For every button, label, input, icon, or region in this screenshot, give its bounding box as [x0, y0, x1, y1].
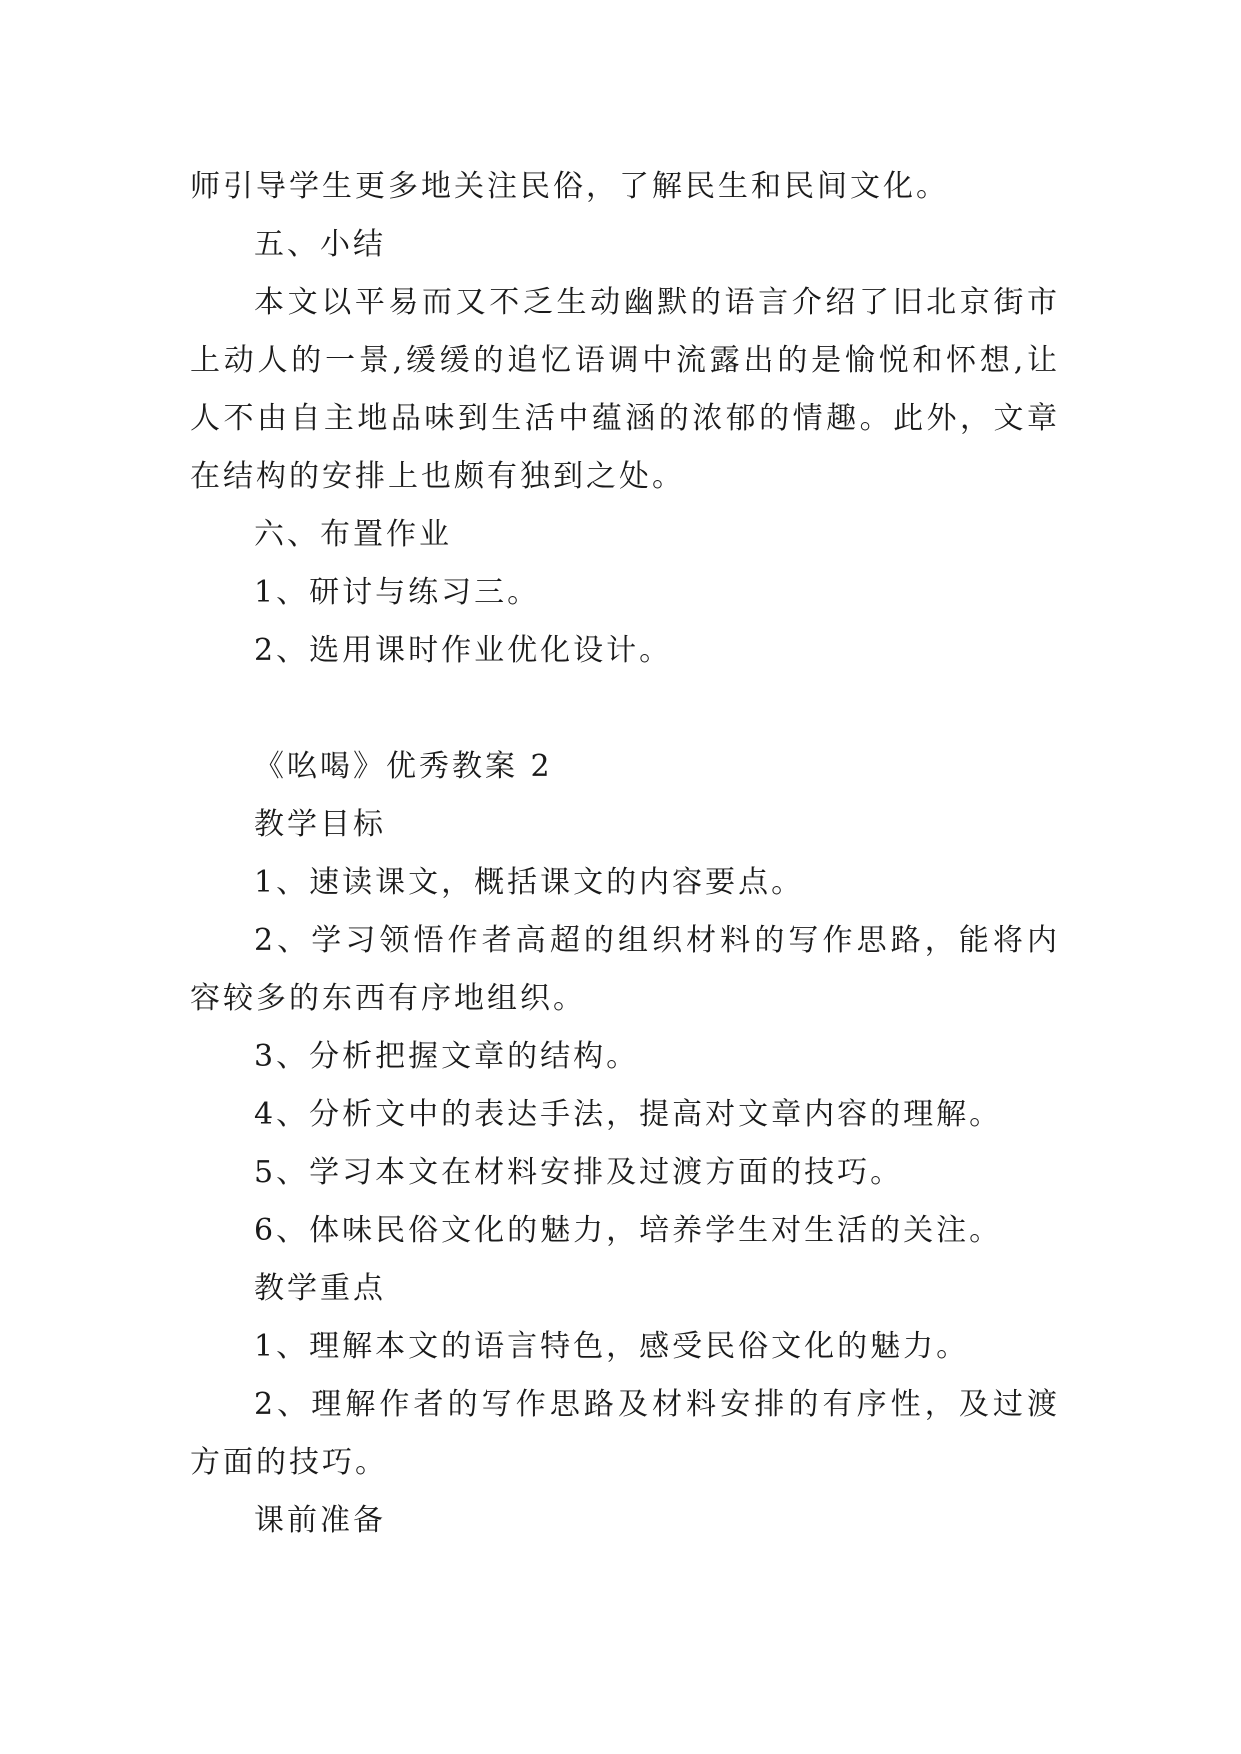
section-title: 《吆喝》优秀教案 2	[254, 749, 553, 784]
heading-preparation: 课前准备	[254, 1503, 386, 1538]
paragraph-summary-body: 本文以平易而又不乏生动幽默的语言介绍了旧北京街市上动人的一景,缓缓的追忆语调中流露出的是愉悦和怀想,让人不由自主地品味到生活中蕴涵的浓郁的情趣。此外，文章在结构的安排上也颇有独到之处。	[190, 285, 1060, 494]
heading-teaching-focus: 教学重点	[254, 1271, 386, 1306]
goal-item-5: 5、学习本文在材料安排及过渡方面的技巧。	[254, 1155, 904, 1190]
goal-item-4: 4、分析文中的表达手法，提高对文章内容的理解。	[254, 1097, 1003, 1132]
homework-item-2: 2、选用课时作业优化设计。	[254, 633, 673, 668]
goal-item-6: 6、体味民俗文化的魅力，培养学生对生活的关注。	[254, 1213, 1003, 1248]
goal-item-1: 1、速读课文，概括课文的内容要点。	[254, 865, 805, 900]
section-gap	[190, 680, 1060, 738]
document-body	[190, 158, 1060, 1550]
homework-item-1: 1、研讨与练习三。	[254, 575, 541, 610]
focus-item-1: 1、理解本文的语言特色，感受民俗文化的魅力。	[254, 1329, 970, 1364]
focus-item-2: 2、理解作者的写作思路及材料安排的有序性，及过渡方面的技巧。	[190, 1387, 1060, 1480]
paragraph-continuation: 师引导学生更多地关注民俗，了解民生和民间文化。	[190, 169, 949, 204]
heading-summary: 五、小结	[254, 227, 386, 262]
goal-item-3: 3、分析把握文章的结构。	[254, 1039, 640, 1074]
heading-homework: 六、布置作业	[254, 517, 452, 552]
heading-teaching-goals: 教学目标	[254, 807, 386, 842]
goal-item-2: 2、学习领悟作者高超的组织材料的写作思路，能将内容较多的东西有序地组织。	[190, 923, 1060, 1016]
